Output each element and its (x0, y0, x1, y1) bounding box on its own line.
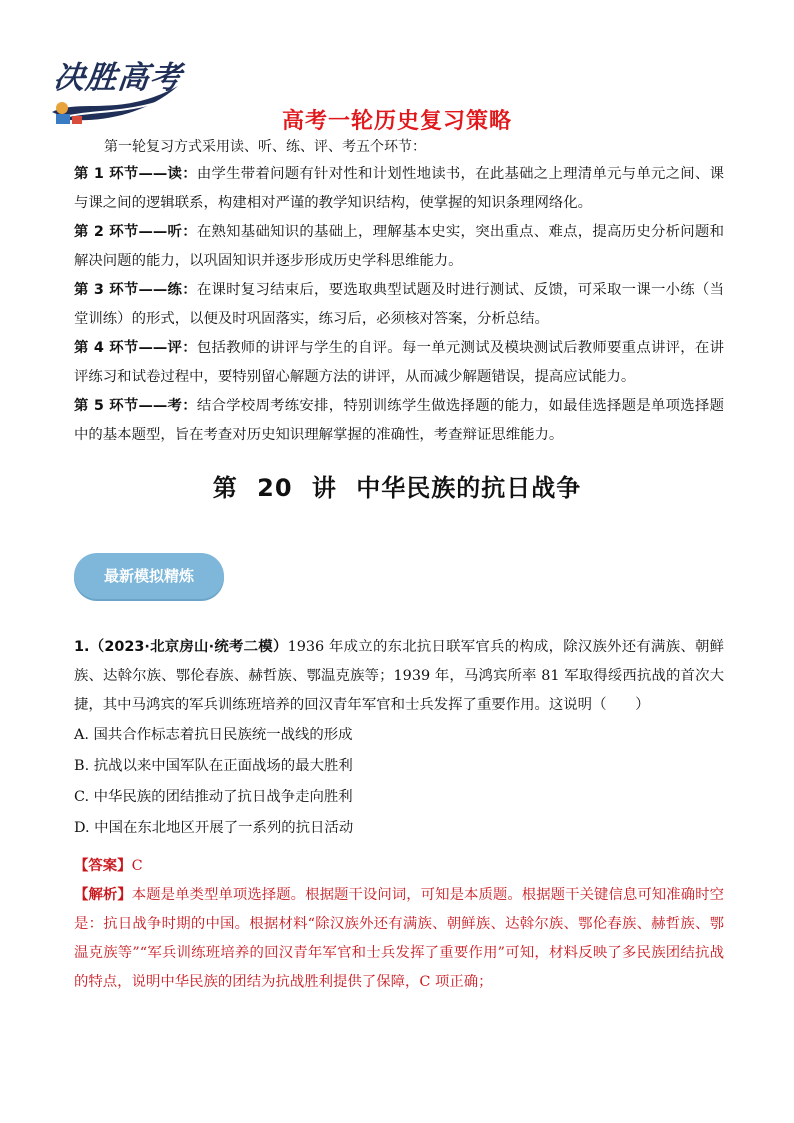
stage-label: 第 4 环节——评： (74, 340, 197, 356)
stage-text: 包括教师的讲评与学生的自评。每一单元测试及模块测试后教师要重点讲评，在讲评练习和试卷过程中，要特别留心解题方法的讲评，从而减少解题错误，提高应试能力。 (74, 340, 724, 385)
stage-text: 在熟知基础知识的基础上，理解基本史实，突出重点、难点，提高历史分析问题和解决问题的能力，以巩固知识并逐步形成历史学科思维能力。 (74, 224, 724, 269)
options-list (74, 720, 724, 844)
option-d: D. 中国在东北地区开展了一系列的抗日活动 (74, 820, 354, 836)
section-badge (74, 553, 224, 599)
answer-line (74, 852, 724, 881)
analysis-label: 【解析】 (74, 887, 132, 903)
answer-value: C (131, 858, 143, 874)
stage-text: 结合学校周考练安排，特别训练学生做选择题的能力，如最佳选择题是单项选择题中的基本题型，旨在考查对历史知识理解掌握的准确性，考查辩证思维能力。 (74, 398, 724, 443)
answer-block (74, 852, 724, 997)
stage-text: 在课时复习结束后，要选取典型试题及时进行测试、反馈，可采取一课一小练（当堂训练）的形式，以便及时巩固落实，练习后，必须核对答案，分析总结。 (74, 282, 724, 327)
stage-item (74, 334, 724, 392)
option-b: B. 抗战以来中国军队在正面战场的最大胜利 (74, 758, 353, 774)
stage-text: 由学生带着问题有针对性和计划性地读书，在此基础之上理清单元与单元之间、课与课之间的逻辑联系，构建相对严谨的教学知识结构，使掌握的知识条理网络化。 (74, 166, 724, 211)
question-text: 1936 年成立的东北抗日联军官兵的构成，除汉族外还有满族、朝鲜族、达斡尔族、鄂伦春族、赫哲族、鄂温克族等；1939 年，马鸿宾所率 81 军取得绥西抗战的首次大捷，其中马鸿宾的军兵训练班培养的回汉青年军官和士兵发挥了重要作用。这说明 (74, 639, 724, 713)
stage-label: 第 2 环节——听： (74, 224, 197, 240)
intro-text: 第一轮复习方式采用读、听、练、评、考五个环节： (104, 139, 426, 155)
option-a: A. 国共合作标志着抗日民族统一战线的形成 (74, 727, 353, 743)
stages-list (74, 160, 724, 450)
stage-item (74, 218, 724, 276)
stage-label: 第 5 环节——考： (74, 398, 197, 414)
stage-item (74, 392, 724, 450)
page-title: 高考一轮历史复习策略 (281, 109, 512, 134)
logo-text: 决胜高考 (51, 60, 184, 96)
question-source: （2023·北京房山·统考二模） (89, 639, 288, 655)
analysis-paragraph (74, 881, 724, 997)
answer-blank: （ ） (592, 697, 650, 713)
stage-item (74, 276, 724, 334)
question-stem (74, 633, 724, 720)
question-number: 1. (74, 639, 90, 655)
stage-label: 第 3 环节——练： (74, 282, 197, 298)
lecture-title: 第 20 讲 中华民族的抗日战争 (212, 474, 582, 502)
answer-label: 【答案】 (74, 858, 132, 874)
section-label: 最新模拟精炼 (103, 567, 194, 585)
question-block (74, 633, 724, 844)
stage-item (74, 160, 724, 218)
analysis-text: 本题是单类型单项选择题。根据题干设问词，可知是本质题。根据题干关键信息可知准确时空是：抗日战争时期的中国。根据材料“除汉族外还有满族、朝鲜族、达斡尔族、鄂伦春族、赫哲族、鄂温克族等”“军兵训练班培养的回汉青年军官和士兵发挥了重要作用”可知，材料反映了多民族团结抗战的特点，说明中华民族的团结为抗战胜利提供了保障，C 项正确； (74, 887, 724, 990)
stage-label: 第 1 环节——读： (74, 166, 197, 182)
option-c: C. 中华民族的团结推动了抗日战争走向胜利 (74, 789, 353, 805)
